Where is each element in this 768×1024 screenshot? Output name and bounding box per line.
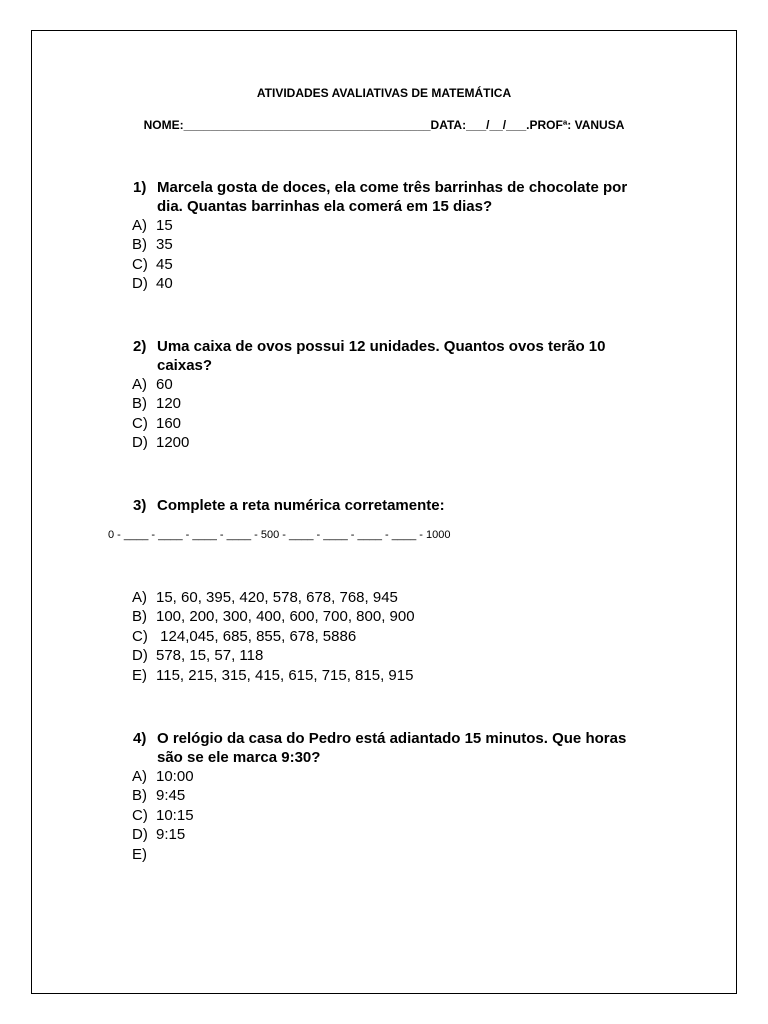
option-e	[132, 845, 653, 864]
option-b	[132, 235, 653, 254]
option-text: 45	[156, 255, 173, 273]
option-letter: C)	[132, 627, 148, 645]
option-letter: A)	[132, 217, 147, 234]
option-letter: D)	[132, 275, 148, 293]
option-c	[132, 806, 653, 825]
question-3-options	[133, 588, 653, 685]
option-text: 9:15	[156, 826, 186, 844]
option-d	[132, 825, 653, 844]
question-number: 2)	[133, 338, 147, 355]
option-text: 15, 60, 395, 420, 578, 678, 768, 945	[156, 589, 398, 606]
question-number: 3)	[133, 497, 147, 514]
option-letter: D)	[132, 826, 148, 844]
option-text: 115, 215, 315, 415, 615, 715, 815, 915	[156, 666, 414, 684]
option-text: 35	[156, 236, 173, 254]
option-text: 124,045, 685, 855, 678, 5886	[156, 627, 357, 645]
option-text: 40	[156, 275, 173, 293]
question-number: 4)	[133, 730, 147, 747]
option-letter: C)	[132, 806, 148, 824]
option-a	[132, 375, 653, 394]
document-title: ATIVIDADES AVALIATIVAS DE MATEMÁTICA	[256, 86, 512, 100]
option-c	[132, 255, 653, 274]
option-letter: B)	[132, 787, 147, 805]
option-letter: A)	[132, 589, 147, 606]
option-text: 10:00	[156, 768, 194, 785]
option-a	[132, 588, 653, 607]
option-letter: B)	[132, 236, 147, 254]
option-letter: A)	[132, 376, 147, 393]
option-letter: C)	[132, 255, 148, 273]
option-list	[133, 216, 653, 294]
option-text: 160	[156, 414, 182, 432]
option-b	[132, 607, 653, 626]
option-letter: C)	[132, 414, 148, 432]
option-letter: D)	[132, 647, 148, 665]
question-4	[133, 729, 653, 864]
option-d	[132, 646, 653, 665]
question-text: Marcela gosta de doces, ela come três barrinhas de chocolate por dia. Quantas barrinhas ela comerá em 15 dias?	[157, 179, 628, 215]
option-letter: D)	[132, 434, 148, 452]
option-b	[132, 394, 653, 413]
option-text: 100, 200, 300, 400, 600, 700, 800, 900	[156, 608, 415, 626]
option-d	[132, 274, 653, 293]
option-b	[132, 786, 653, 805]
option-list	[133, 767, 653, 864]
option-text: 10:15	[156, 806, 194, 824]
option-text: 1200	[156, 434, 190, 452]
option-text: 578, 15, 57, 118	[156, 647, 264, 665]
option-letter: B)	[132, 395, 147, 413]
question-1	[133, 178, 653, 294]
question-number: 1)	[133, 179, 147, 196]
number-line-exercise: 0 - ____ - ____ - ____ - ____ - 500 - ____ - ____ - ____ - ____ - 1000	[108, 529, 451, 541]
question-text: O relógio da casa do Pedro está adiantado 15 minutos. Que horas são se ele marca 9:30?	[157, 730, 627, 766]
option-c	[132, 414, 653, 433]
option-letter: A)	[132, 768, 147, 785]
option-list	[133, 375, 653, 453]
option-list	[133, 588, 653, 685]
option-text: 60	[156, 376, 173, 393]
option-letter: B)	[132, 608, 147, 626]
option-a	[132, 216, 653, 235]
question-3	[133, 496, 653, 515]
question-text: Complete a reta numérica corretamente:	[157, 497, 445, 514]
option-a	[132, 767, 653, 786]
question-text: Uma caixa de ovos possui 12 unidades. Quantos ovos terão 10 caixas?	[157, 338, 606, 374]
option-text: 9:45	[156, 787, 186, 805]
option-letter: E)	[132, 845, 147, 863]
student-header-line: NOME:_____________________________________DATA:___/__/___.PROFª: VANUSA	[143, 118, 625, 132]
option-c	[132, 627, 653, 646]
option-text: 120	[156, 395, 182, 413]
option-text: 15	[156, 217, 173, 234]
question-2	[133, 337, 653, 453]
option-d	[132, 433, 653, 452]
option-letter: E)	[132, 666, 147, 684]
option-e	[132, 666, 653, 685]
